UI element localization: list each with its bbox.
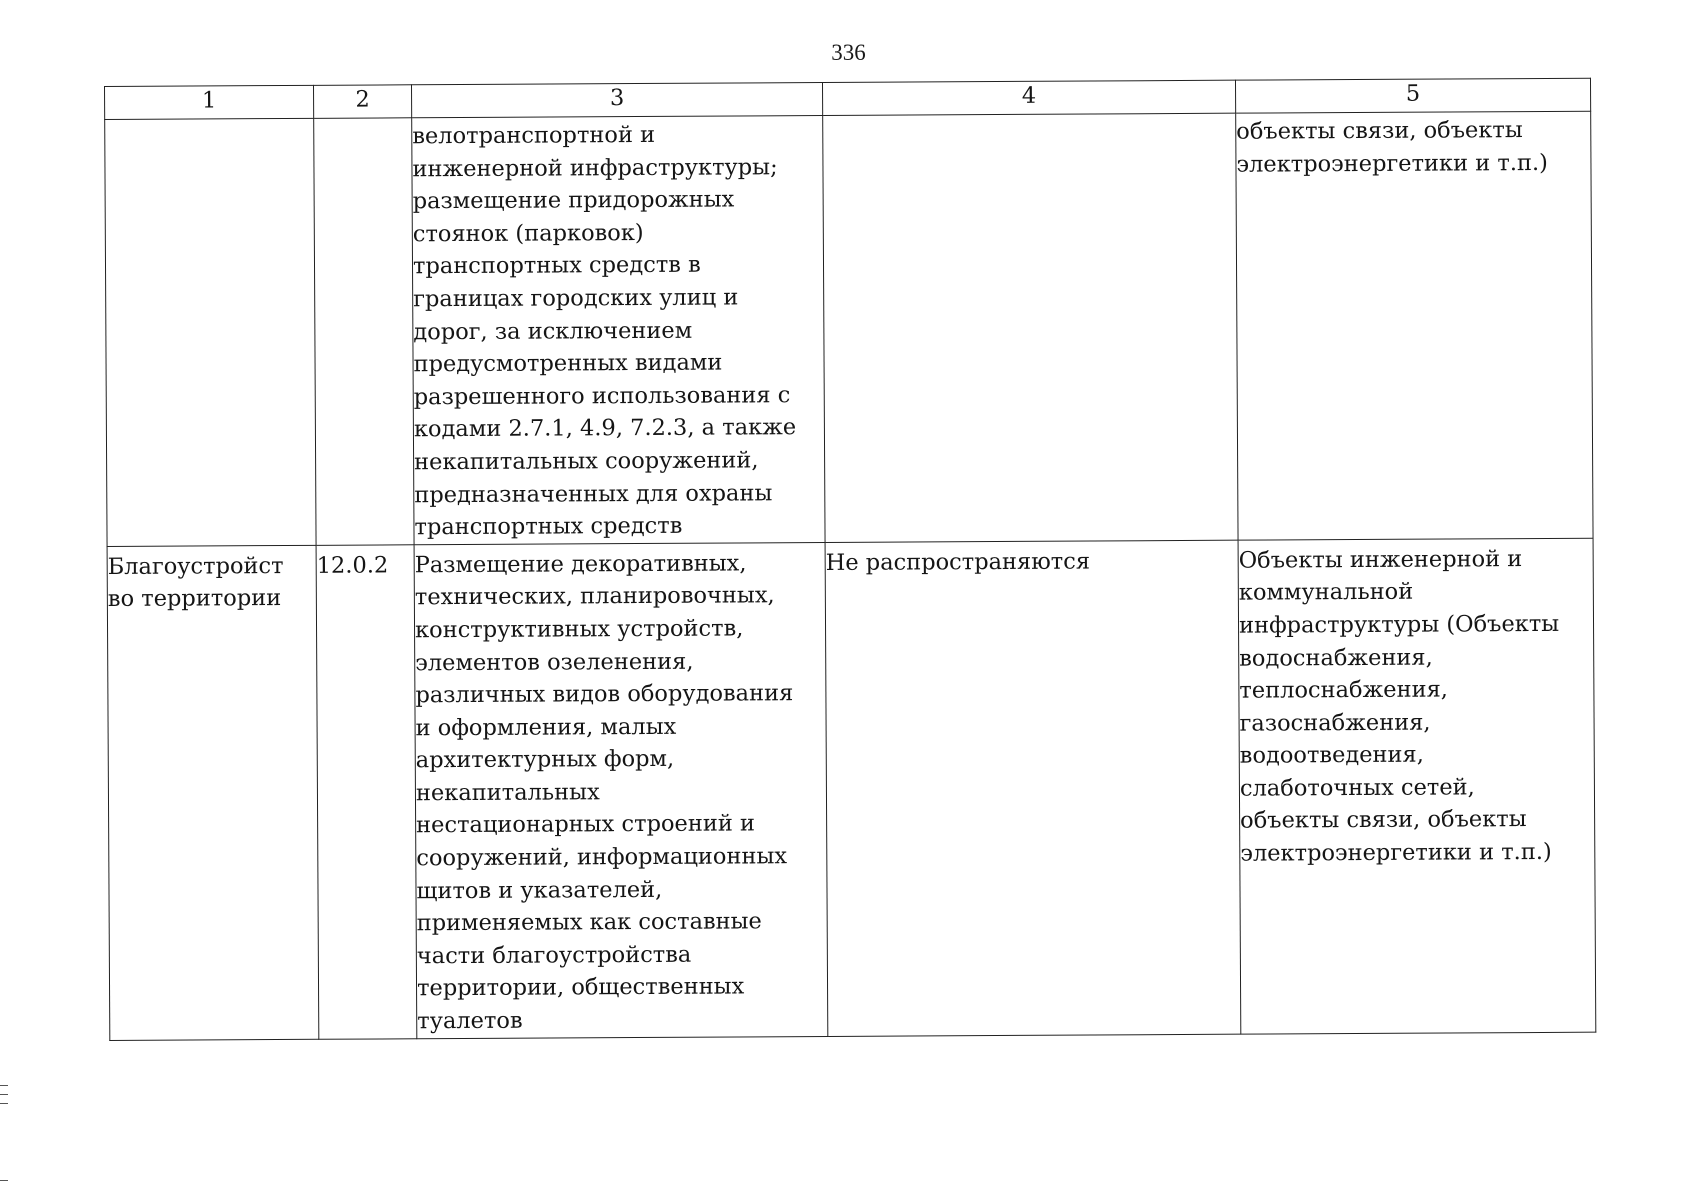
text-line: конструктивных устройств, xyxy=(414,615,744,644)
text-line: предназначенных для охраны xyxy=(414,479,773,508)
text-line: стоянок (парковок) xyxy=(412,219,644,248)
text-line: велотранспортной и xyxy=(412,121,656,150)
text-line: нестационарных строений и xyxy=(416,810,756,839)
scan-margin-mark xyxy=(0,1103,8,1104)
column-header-2: 2 xyxy=(313,85,411,119)
text-line: транспортных средств xyxy=(414,512,683,541)
text-line: слаботочных сетей, xyxy=(1239,774,1475,802)
column-header-5: 5 xyxy=(1235,78,1590,113)
column-header-1: 1 xyxy=(105,85,314,119)
text-line: различных видов оборудования xyxy=(415,680,794,709)
text-line: газоснабжения, xyxy=(1239,709,1431,737)
land-use-table xyxy=(104,78,1596,1041)
cell-use-description xyxy=(412,115,825,544)
text-line: инженерной инфраструктуры; xyxy=(412,153,778,182)
text-line: кодами 2.7.1, 4.9, 7.2.3, а также xyxy=(413,414,797,443)
table-row xyxy=(105,111,1593,546)
text-line: предусмотренных видами xyxy=(413,349,723,378)
text-line: и оформления, малых xyxy=(415,713,677,741)
text-line: Благоустройст xyxy=(107,552,284,580)
text-line: электроэнергетики и т.п.) xyxy=(1240,838,1552,867)
text-line: Размещение декоративных, xyxy=(414,550,747,578)
text-line: объекты связи, объекты xyxy=(1240,806,1527,835)
cell-use-code xyxy=(316,544,417,1038)
text-line: коммунальной xyxy=(1238,579,1414,606)
cell-use-name xyxy=(107,545,319,1040)
text-line: инфраструктуры (Объекты xyxy=(1238,610,1560,639)
scan-margin-mark xyxy=(0,1180,8,1181)
cell-use-code xyxy=(314,118,414,545)
text-line: границах городских улиц и xyxy=(413,284,739,313)
text-line: Не распространяются xyxy=(825,548,1091,576)
cell-use-description xyxy=(414,542,828,1038)
text-line: территории, общественных xyxy=(416,973,745,1002)
text-line: Объекты инженерной и xyxy=(1238,545,1523,574)
text-line: водоотведения, xyxy=(1239,741,1424,769)
text-line: элементов озеленения, xyxy=(415,648,694,676)
text-line: объекты связи, объекты xyxy=(1236,117,1523,145)
text-line: некапитальных сооружений, xyxy=(414,447,759,476)
text-line: транспортных средств в xyxy=(412,252,701,280)
text-line: применяемых как составные xyxy=(416,908,762,937)
text-line: части благоустройства xyxy=(416,941,692,970)
text-line: электроэнергетики и т.п.) xyxy=(1236,149,1548,178)
text-line: некапитальных xyxy=(415,779,600,807)
column-header-4: 4 xyxy=(822,80,1235,115)
text-line: сооружений, информационных xyxy=(416,843,788,872)
scan-margin-mark xyxy=(0,1085,8,1086)
cell-use-name xyxy=(105,118,316,546)
text-line: дорог, за исключением xyxy=(413,317,693,345)
page-number: 336 xyxy=(831,40,866,65)
text-line: разрешенного использования с xyxy=(413,381,791,411)
text-line: технических, планировочных, xyxy=(414,582,775,611)
text-line: водоснабжения, xyxy=(1239,644,1433,672)
cell-col4 xyxy=(825,540,1241,1036)
column-header-3: 3 xyxy=(411,82,822,117)
text-line: 12.0.2 xyxy=(316,552,389,579)
table-row xyxy=(107,538,1596,1040)
cell-col5 xyxy=(1238,538,1596,1034)
text-line: теплоснабжения, xyxy=(1239,676,1448,704)
text-line: архитектурных форм, xyxy=(415,746,675,774)
cell-col5 xyxy=(1236,111,1593,540)
text-line: во территории xyxy=(107,585,282,613)
text-line: щитов и указателей, xyxy=(416,876,663,904)
text-line: размещение придорожных xyxy=(412,186,735,215)
text-line: туалетов xyxy=(417,1007,523,1035)
scan-margin-mark xyxy=(0,1094,8,1095)
cell-col4 xyxy=(823,113,1238,542)
